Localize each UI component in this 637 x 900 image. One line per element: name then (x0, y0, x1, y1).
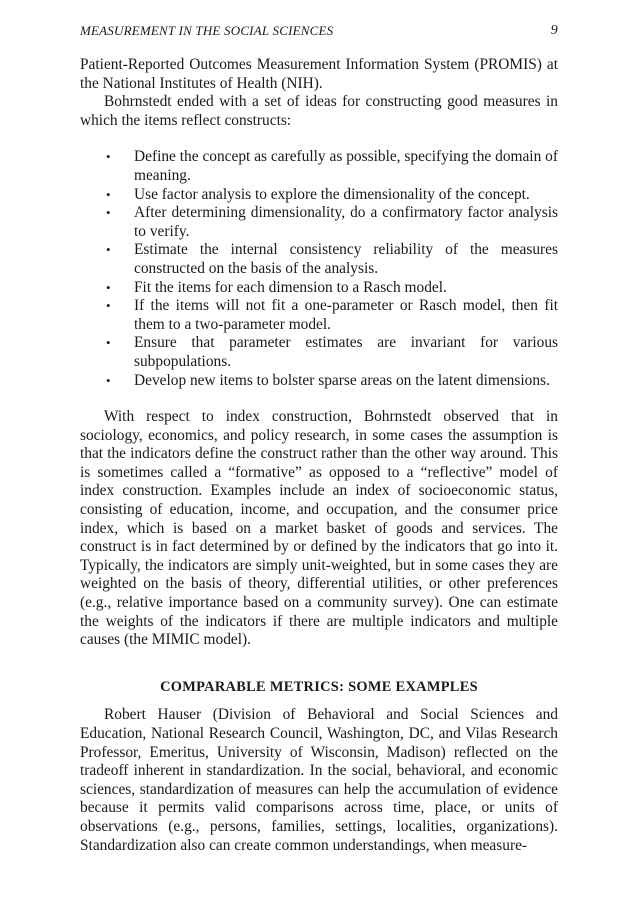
list-item (106, 241, 558, 278)
paragraph-bohrnstedt-intro: Bohrnstedt ended with a set of ideas for constructing good measures in which the items reflect constructs: (80, 93, 558, 129)
paragraph-hauser: Robert Hauser (Division of Behavioral and Social Sciences and Education, National Research Council, Washington, DC, and Vilas Research Professor, Emeritus, University of Wisconsin, Madison) reflected on the tradeoff inherent in standardization. In the social, behavioral, and economic sciences, standardization of measures can help the accumulation of evidence because it permits valid comparisons across time, place, or units of observations (e.g., persons, families, settings, localities, organizations). Standardization also can create common understandings, when measure- (80, 706, 558, 854)
bullet-icon: • (106, 298, 111, 314)
page-number: 9 (550, 23, 558, 38)
list-item-text: Fit the items for each dimension to a Rasch model. (134, 278, 447, 296)
list-item (106, 148, 558, 185)
bullet-icon: • (106, 242, 111, 258)
bullet-icon: • (106, 279, 111, 295)
list-item-text: Ensure that parameter estimates are invariant for various subpopulations. (134, 334, 558, 370)
bullet-icon: • (106, 205, 111, 221)
body-text (80, 56, 558, 855)
list-item (106, 278, 558, 298)
list-item-text: Estimate the internal consistency reliability of the measures constructed on the basis of the analysis. (134, 241, 558, 277)
list-item-text: Develop new items to bolster sparse areas on the latent dimensions. (134, 371, 550, 389)
paragraph-promis: Patient-Reported Outcomes Measurement Information System (PROMIS) at the National Institutes of Health (NIH). (80, 56, 558, 92)
list-item (106, 371, 558, 391)
paragraph-index-construction: With respect to index construction, Bohrnstedt observed that in sociology, economics, and policy research, in some cases the assumption is that the indicators define the construct rather than the other way around. This is sometimes called a “formative” as opposed to a “reflective” model of index construction. Examples include an index of socioeconomic status, consisting of education, income, and occupation, and the consumer price index, which is based on a market basket of goods and services. The construct is in fact determined by or defined by the indicators that go into it. Typically, the indicators are simply unit-weighted, but in some cases they are weighted on the basis of theory, differential utilities, or other preferences (e.g., relative importance based on a community survey). One can estimate the weights of the indicators if there are multiple indicators and multiple causes (the MIMIC model). (80, 408, 558, 649)
bullet-icon: • (106, 186, 111, 202)
list-item (106, 185, 558, 205)
list-item-text: Use factor analysis to explore the dimensionality of the concept. (134, 185, 530, 203)
list-item-text: If the items will not fit a one-parameter or Rasch model, then fit them to a two-parameter model. (134, 297, 558, 333)
list-item (106, 297, 558, 334)
running-title: MEASUREMENT IN THE SOCIAL SCIENCES (80, 23, 334, 38)
list-item (106, 204, 558, 241)
list-item-text: Define the concept as carefully as possible, specifying the domain of meaning. (134, 148, 558, 184)
list-item (106, 334, 558, 371)
bullet-icon: • (106, 149, 111, 165)
list-item-text: After determining dimensionality, do a confirmatory factor analysis to verify. (134, 204, 558, 240)
bullet-list (80, 148, 558, 390)
section-heading: COMPARABLE METRICS: SOME EXAMPLES (160, 678, 478, 695)
bullet-icon: • (106, 335, 111, 351)
bullet-icon: • (106, 372, 111, 388)
running-header (80, 23, 558, 43)
